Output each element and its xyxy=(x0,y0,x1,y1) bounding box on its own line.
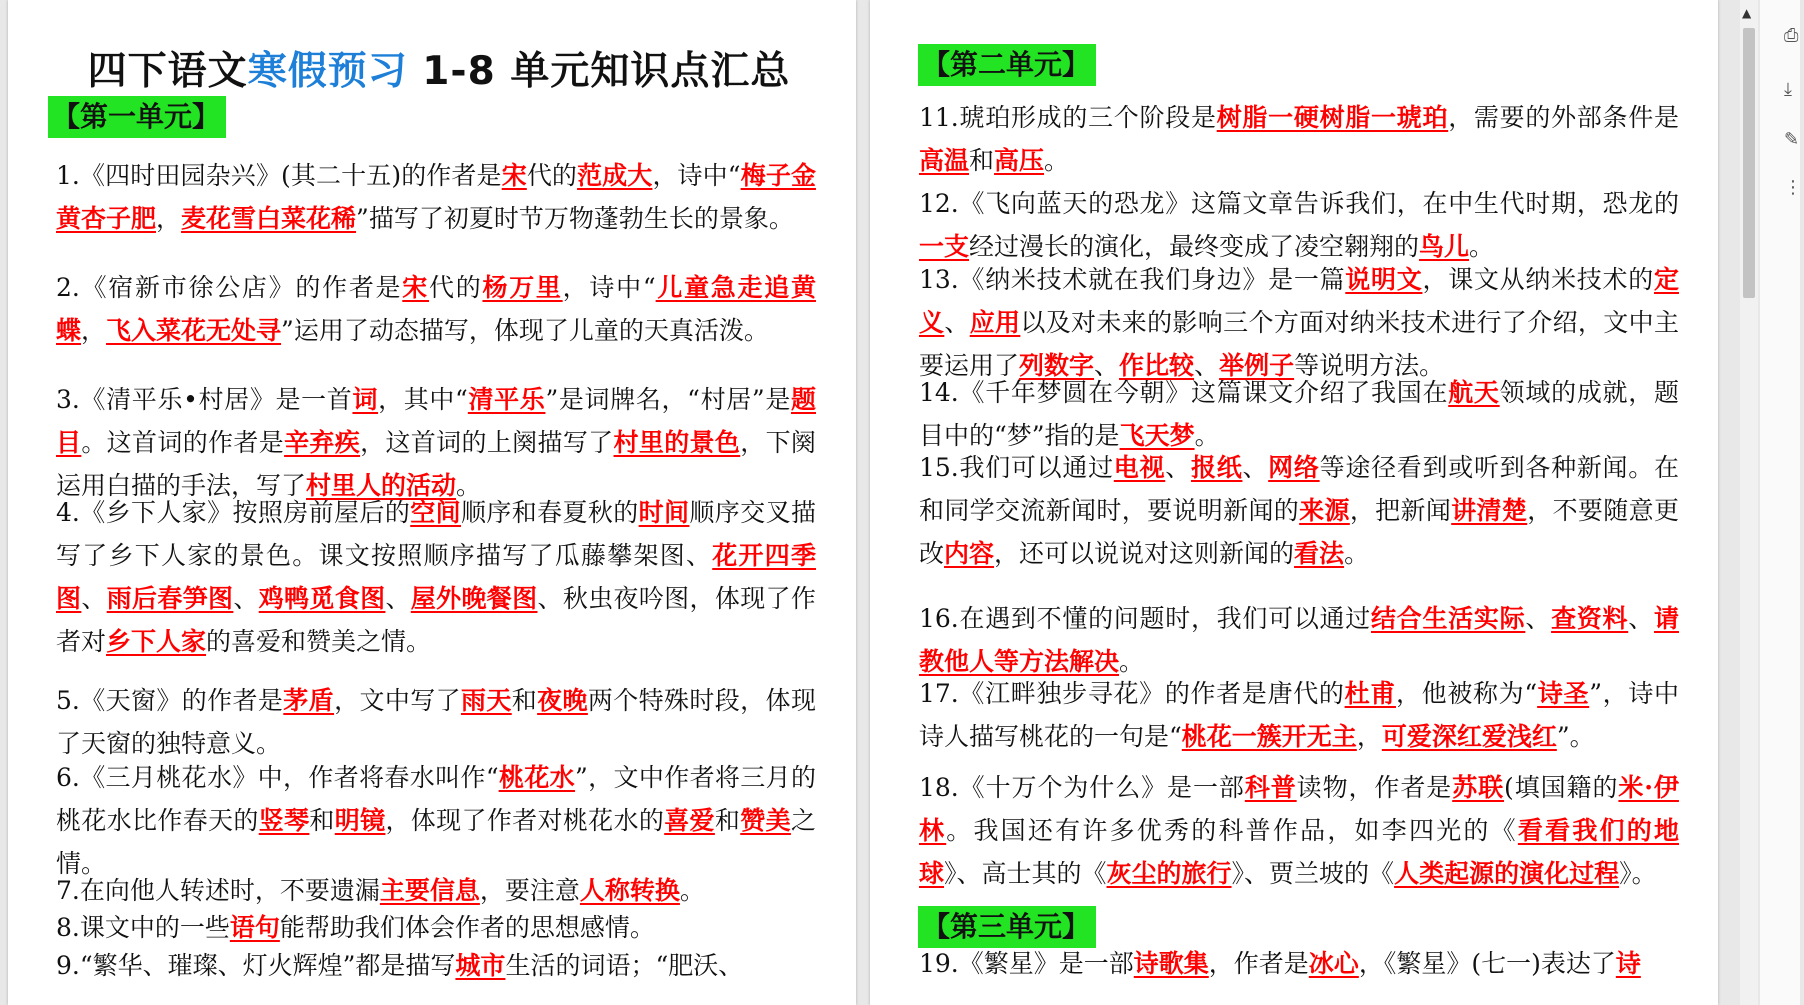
answer-keyword: 村里人的活动 xyxy=(306,471,457,500)
answer-keyword: 讲清楚 xyxy=(1451,496,1528,525)
knowledge-item xyxy=(919,766,1679,895)
answer-keyword: 定义 xyxy=(919,265,1679,337)
item-text: ，不要随意更改 xyxy=(919,496,1679,568)
answer-keyword: 杜甫 xyxy=(1344,679,1396,708)
item-text: 。 xyxy=(456,471,482,500)
answer-keyword: 时间 xyxy=(638,498,690,527)
item-text: 、秋虫夜吟图，体现了作者对 xyxy=(56,584,816,656)
item-text: 2.《宿新市徐公店》的作者是 xyxy=(56,273,403,302)
item-text: ，体现了作者对桃花水的 xyxy=(385,806,665,835)
item-text: 代的 xyxy=(429,273,483,302)
item-text: ，下阕运用白描的手法，写了 xyxy=(56,428,816,500)
answer-keyword: 竖琴 xyxy=(258,806,310,835)
answer-keyword: 航天 xyxy=(1448,378,1500,407)
answer-keyword: 雨天 xyxy=(460,686,512,715)
knowledge-item xyxy=(56,491,816,663)
answer-keyword: 树脂一硬树脂一琥珀 xyxy=(1216,103,1449,132)
answer-keyword: 苏联 xyxy=(1452,773,1505,802)
item-text: ，这首词的上阕描写了 xyxy=(360,428,614,457)
answer-keyword: 词 xyxy=(352,385,379,414)
answer-keyword: 一支 xyxy=(919,232,970,261)
answer-keyword: 报纸 xyxy=(1190,453,1243,482)
answer-keyword: 桃花水 xyxy=(498,763,576,792)
item-text: ， xyxy=(81,316,107,345)
document-title xyxy=(8,44,870,100)
answer-keyword: 列数字 xyxy=(1019,351,1095,380)
knowledge-item xyxy=(919,371,1679,457)
item-text: 、 xyxy=(1628,604,1654,633)
answer-keyword: 内容 xyxy=(944,539,995,568)
section-heading-unit-2: 【第二单元】 xyxy=(918,44,1096,86)
item-text: 7.在向他人转述时，不要遗漏 xyxy=(56,876,380,905)
item-text: ，文中写了 xyxy=(334,686,461,715)
knowledge-item xyxy=(56,679,816,765)
answer-keyword: 桃花一簇开无主 xyxy=(1181,722,1357,751)
answer-keyword: 看法 xyxy=(1294,539,1345,568)
knowledge-item xyxy=(56,378,816,507)
item-text: 读物，作者是 xyxy=(1296,773,1453,802)
item-text: 、 xyxy=(1194,351,1220,380)
knowledge-item xyxy=(56,906,816,949)
knowledge-item xyxy=(919,258,1679,387)
answer-keyword: 范成大 xyxy=(577,161,653,190)
knowledge-item xyxy=(56,944,816,987)
knowledge-item xyxy=(919,96,1679,182)
item-text: 和 xyxy=(309,806,335,835)
answer-keyword: 杨万里 xyxy=(482,273,563,302)
item-text: 和 xyxy=(714,806,741,835)
answer-keyword: 屋外晚餐图 xyxy=(410,584,538,613)
item-text: ，还可以说说对这则新闻的 xyxy=(994,539,1295,568)
answer-keyword: 来源 xyxy=(1299,496,1350,525)
item-text: 顺序和春夏秋的 xyxy=(460,498,639,527)
answer-keyword: 鸡鸭觅食图 xyxy=(258,584,386,613)
item-text: 、 xyxy=(81,584,107,613)
item-text: ，《繁星》(七一)表达了 xyxy=(1358,949,1616,978)
answer-keyword: 鸟儿 xyxy=(1419,232,1470,261)
item-text: 。 xyxy=(1194,421,1220,450)
item-text: 3.《清平乐•村居》是一首 xyxy=(56,385,353,414)
item-text: 以及对未来的影响三个方面对纳米技术进行了介绍，文中主要运用了 xyxy=(919,308,1679,380)
title-part-2: 寒假预习 xyxy=(247,49,408,94)
item-text: ，需要的外部条件是 xyxy=(1448,103,1679,132)
answer-keyword: 作比较 xyxy=(1119,351,1195,380)
answer-keyword: 麦花雪白菜花稀 xyxy=(181,204,357,233)
item-text: ”。 xyxy=(1556,722,1595,751)
knowledge-item xyxy=(56,756,816,885)
item-text: 、 xyxy=(944,308,970,337)
item-text: 。这首词的作者是 xyxy=(81,428,285,457)
knowledge-item xyxy=(919,942,1679,985)
item-text: 顺序交叉描写了乡下人家的景色。课文按照顺序描写了瓜藤攀架图、 xyxy=(56,498,816,570)
answer-keyword: 请教他人等方法解决 xyxy=(919,604,1679,676)
answer-keyword: 题目 xyxy=(56,385,816,457)
item-text: 等说明方法。 xyxy=(1294,351,1445,380)
item-text: 两个特殊时段，体现了天窗的独特意义。 xyxy=(56,686,816,758)
item-text: ”运用了动态描写，体现了儿童的天真活泼。 xyxy=(281,316,769,345)
more-icon[interactable]: ⋮ xyxy=(1784,177,1802,198)
item-text: 13.《纳米技术就在我们身边》是一篇 xyxy=(919,265,1346,294)
answer-keyword: 乡下人家 xyxy=(106,627,207,656)
answer-keyword: 辛弃疾 xyxy=(284,428,361,457)
item-text: 19.《繁星》是一部 xyxy=(919,949,1134,978)
answer-keyword: 雨后春笋图 xyxy=(106,584,234,613)
item-text: 9.“繁华、璀璨、灯火辉煌”都是描写 xyxy=(56,951,456,980)
title-part-1: 四下语文 xyxy=(87,49,248,94)
section-heading-unit-3: 【第三单元】 xyxy=(918,906,1096,948)
item-text: ，其中“ xyxy=(378,385,468,414)
item-text: 生活的词语；“肥沃、 xyxy=(505,951,744,980)
item-text: ，要注意 xyxy=(479,876,580,905)
knowledge-item xyxy=(919,597,1679,683)
item-text: 的喜爱和赞美之情。 xyxy=(206,627,432,656)
item-text: 》。 xyxy=(1619,859,1657,888)
answer-keyword: 梅子金黄杏子肥 xyxy=(56,161,816,233)
item-text: 、 xyxy=(1525,604,1552,633)
item-text: ， xyxy=(156,204,182,233)
item-text: ，诗中“ xyxy=(562,273,656,302)
answer-keyword: 喜爱 xyxy=(664,806,715,835)
answer-keyword: 说明文 xyxy=(1345,265,1423,294)
answer-keyword: 诗 xyxy=(1615,949,1641,978)
item-text: 之情。 xyxy=(56,806,816,878)
answer-keyword: 冰心 xyxy=(1308,949,1359,978)
answer-keyword: 高压 xyxy=(994,146,1045,175)
answer-keyword: 赞美 xyxy=(740,806,791,835)
answer-keyword: 空间 xyxy=(410,498,461,527)
answer-keyword: 语句 xyxy=(229,913,280,942)
answer-keyword: 儿童急走追黄蝶 xyxy=(56,273,816,345)
answer-keyword: 花开四季图 xyxy=(56,541,816,613)
section-heading-unit-1: 【第一单元】 xyxy=(48,96,226,138)
item-text: ，他被称为“ xyxy=(1395,679,1538,708)
item-text: 11.琥珀形成的三个阶段是 xyxy=(919,103,1217,132)
answer-keyword: 诗歌集 xyxy=(1133,949,1209,978)
answer-keyword: 应用 xyxy=(969,308,1021,337)
item-text: ”，诗中诗人描写桃花的一句是“ xyxy=(919,679,1680,751)
edit-icon[interactable]: ✎ xyxy=(1784,129,1800,150)
item-text: 。 xyxy=(679,876,705,905)
item-text: ”是词牌名，“村居”是 xyxy=(545,385,791,414)
item-text: ”描写了初夏时节万物蓬勃生长的景象。 xyxy=(356,204,794,233)
item-text: 12.《飞向蓝天的恐龙》这篇文章告诉我们，在中生代时期，恐龙的 xyxy=(919,189,1679,218)
title-part-3: 1-8 单元知识点汇总 xyxy=(407,49,791,94)
answer-keyword: 可爱深红爱浅红 xyxy=(1381,722,1557,751)
answer-keyword: 飞入菜花无处寻 xyxy=(106,316,282,345)
item-text: ”，文中作者将三月的桃花水比作春天的 xyxy=(56,763,816,835)
answer-keyword: 人类起源的演化过程 xyxy=(1394,859,1620,888)
item-text: 、 xyxy=(1242,453,1269,482)
document-page-left xyxy=(8,0,856,1005)
answer-keyword: 宋 xyxy=(501,161,527,190)
answer-keyword: 城市 xyxy=(455,951,506,980)
item-text: 和 xyxy=(511,686,538,715)
answer-keyword: 宋 xyxy=(402,273,430,302)
item-text: 15.我们可以通过 xyxy=(919,453,1114,482)
answer-keyword: 夜晚 xyxy=(537,686,588,715)
item-text: ， xyxy=(1356,722,1382,751)
item-text: 》、贾兰坡的《 xyxy=(1231,859,1395,888)
answer-keyword: 主要信息 xyxy=(379,876,480,905)
answer-keyword: 看看我们的地球 xyxy=(919,816,1679,888)
item-text: 。 xyxy=(1344,539,1370,568)
answer-keyword: 科普 xyxy=(1244,773,1297,802)
item-text: 领域的成就，题目中的“梦”指的是 xyxy=(919,378,1679,450)
answer-keyword: 举例子 xyxy=(1219,351,1295,380)
answer-keyword: 电视 xyxy=(1113,453,1166,482)
item-text: 5.《天窗》的作者是 xyxy=(56,686,284,715)
item-text: 和 xyxy=(969,146,995,175)
answer-keyword: 查资料 xyxy=(1551,604,1629,633)
knowledge-item xyxy=(56,154,816,240)
item-text: 、 xyxy=(385,584,411,613)
answer-keyword: 灰尘的旅行 xyxy=(1106,859,1232,888)
document-page-right xyxy=(870,0,1718,1005)
item-text: 等途径看到或听到各种新闻。在和同学交流新闻时，要说明新闻的 xyxy=(919,453,1679,525)
answer-keyword: 网络 xyxy=(1268,453,1320,482)
answer-keyword: 清平乐 xyxy=(467,385,546,414)
item-text: 。我国还有许多优秀的科普作品，如李四光的《 xyxy=(946,816,1518,845)
item-text: 4.《乡下人家》按照房前屋后的 xyxy=(56,498,411,527)
item-text: ，课文从纳米技术的 xyxy=(1422,265,1654,294)
item-text: (填国籍的 xyxy=(1504,773,1619,802)
item-text: ，作者是 xyxy=(1208,949,1309,978)
answer-keyword: 村里的景色 xyxy=(613,428,741,457)
answer-keyword: 高温 xyxy=(919,146,970,175)
item-text: 经过漫长的演化，最终变成了凌空翱翔的 xyxy=(969,232,1420,261)
item-text: 》、高士其的《 xyxy=(944,859,1107,888)
download-icon[interactable]: ⤓ xyxy=(1784,79,1792,100)
item-text: 1.《四时田园杂兴》(其二十五)的作者是 xyxy=(56,161,502,190)
item-text: 。 xyxy=(1119,647,1145,676)
answer-keyword: 人称转换 xyxy=(579,876,680,905)
item-text: 。 xyxy=(1044,146,1070,175)
answer-keyword: 结合生活实际 xyxy=(1371,604,1526,633)
item-text: 代的 xyxy=(526,161,578,190)
print-icon[interactable]: ⎙ xyxy=(1784,25,1799,46)
item-text: 。 xyxy=(1469,232,1495,261)
knowledge-item xyxy=(919,672,1679,758)
answer-keyword: 明镜 xyxy=(334,806,386,835)
item-text: 8.课文中的一些 xyxy=(56,913,230,942)
item-text: 、 xyxy=(1094,351,1120,380)
knowledge-item xyxy=(919,182,1679,268)
item-text: ，把新闻 xyxy=(1349,496,1452,525)
viewer-toolbar xyxy=(1760,0,1800,1005)
item-text: ，诗中“ xyxy=(652,161,741,190)
knowledge-item xyxy=(56,266,816,352)
answer-keyword: 诗圣 xyxy=(1537,679,1590,708)
item-text: 6.《三月桃花水》中，作者将春水叫作“ xyxy=(56,763,499,792)
item-text: 、 xyxy=(233,584,259,613)
item-text: 18.《十万个为什么》是一部 xyxy=(919,773,1245,802)
item-text: 、 xyxy=(1165,453,1191,482)
item-text: 14.《千年梦圆在今朝》这篇课文介绍了我国在 xyxy=(919,378,1449,407)
item-text: 16.在遇到不懂的问题时，我们可以通过 xyxy=(919,604,1371,633)
knowledge-item xyxy=(919,446,1679,575)
scrollbar-thumb[interactable] xyxy=(1743,28,1755,298)
chevron-up-icon[interactable]: ▲ xyxy=(1742,6,1752,20)
answer-keyword: 米·伊林 xyxy=(919,773,1679,845)
answer-keyword: 茅盾 xyxy=(283,686,335,715)
item-text: 能帮助我们体会作者的思想感情。 xyxy=(279,913,655,942)
answer-keyword: 飞天梦 xyxy=(1119,421,1195,450)
item-text: 17.《江畔独步寻花》的作者是唐代的 xyxy=(919,679,1345,708)
